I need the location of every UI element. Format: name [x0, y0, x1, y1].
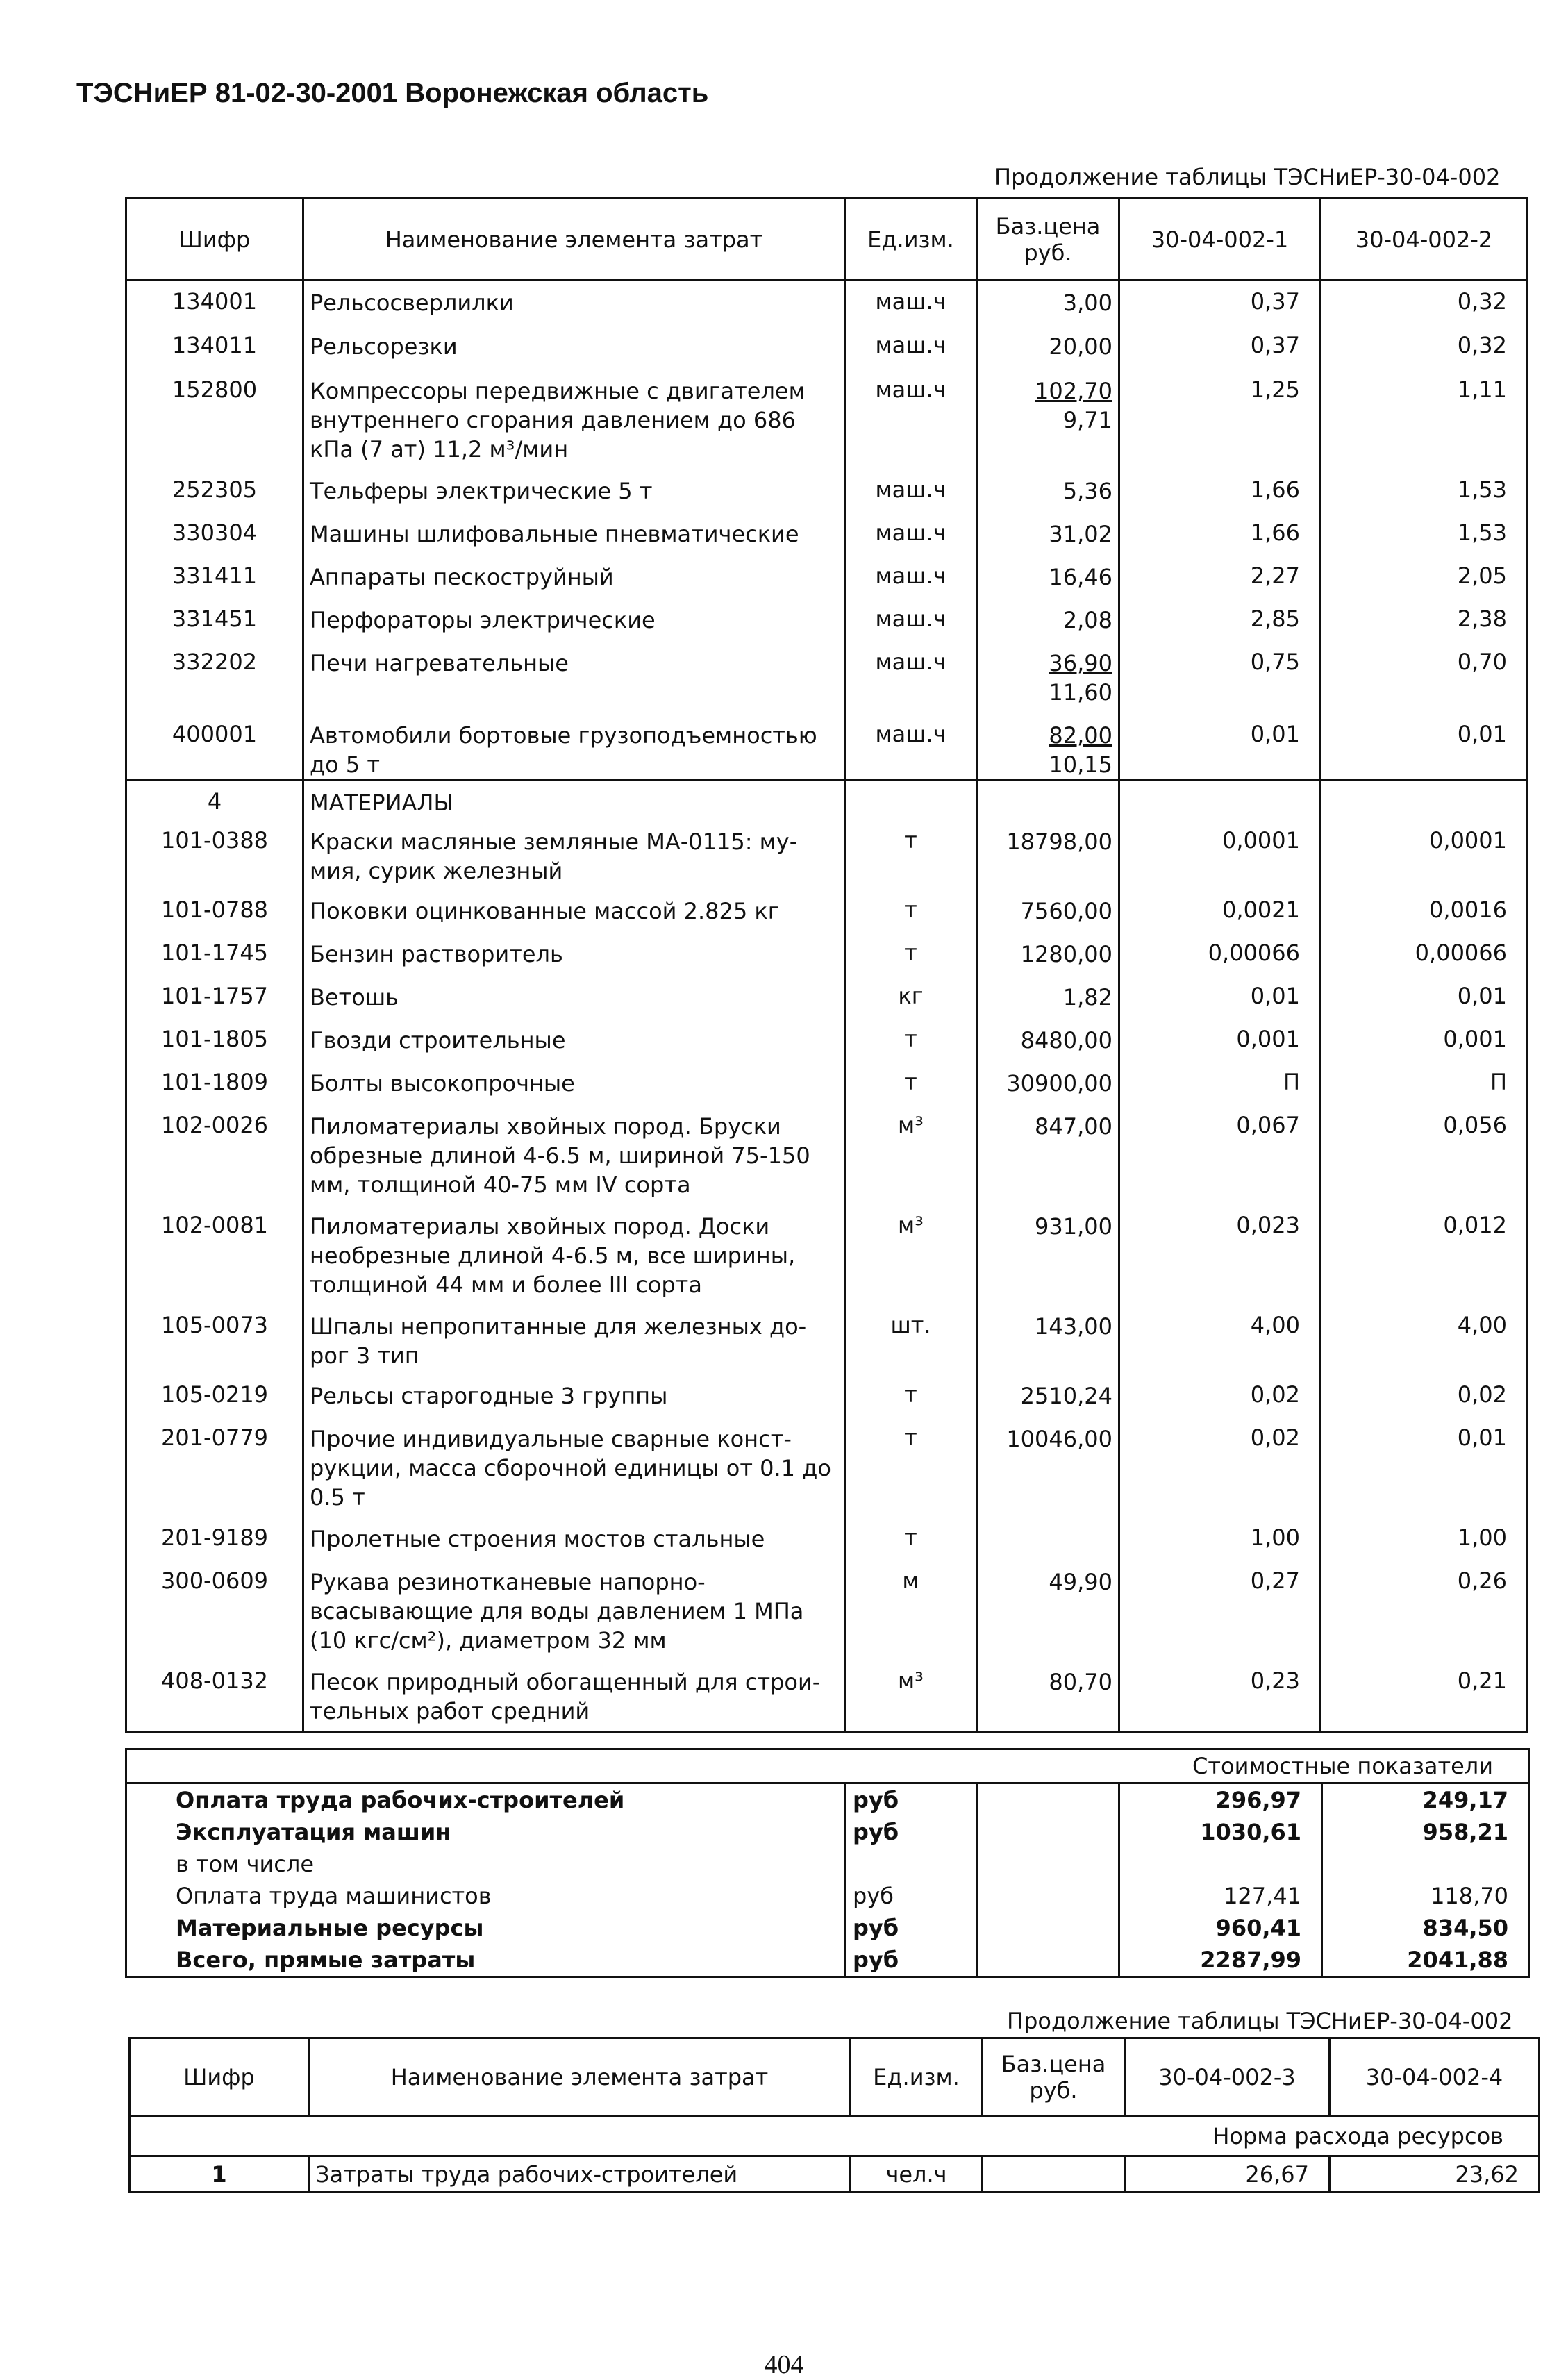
table-row	[126, 1374, 1528, 1417]
code-cell: 101-0388	[126, 820, 303, 890]
unit-cell: т	[845, 1374, 977, 1417]
price-cell: 847,00	[977, 1105, 1119, 1205]
table-row	[126, 281, 1528, 325]
table-row	[126, 556, 1528, 599]
price-cell: 3,00	[977, 281, 1119, 325]
norm-1-cell: 2,27	[1119, 556, 1321, 599]
price-cell	[977, 369, 1119, 469]
name-cell: Гвозди строительные	[303, 1019, 845, 1062]
table-row	[126, 1019, 1528, 1062]
code-cell: 152800	[126, 369, 303, 469]
table-row	[126, 714, 1528, 781]
cost-unit: руб	[845, 1944, 977, 1977]
code-cell: 332202	[126, 642, 303, 714]
table2-norm-row	[130, 2116, 1540, 2156]
empty-cell	[977, 780, 1119, 820]
base-price: 82,00	[1049, 722, 1112, 749]
unit-cell: маш.ч	[845, 642, 977, 714]
price-cell: 2510,24	[977, 1374, 1119, 1417]
empty-cell	[977, 1944, 1119, 1977]
price-cell: 80,70	[977, 1661, 1119, 1731]
code-cell: 300-0609	[126, 1561, 303, 1661]
cost-header: Стоимостные показатели	[1119, 1749, 1529, 1783]
section-title: МАТЕРИАЛЫ	[303, 780, 845, 820]
col-header-norm-1: 30-04-002-1	[1119, 199, 1321, 281]
norm-1-cell: 0,01	[1119, 714, 1321, 781]
unit-cell: т	[845, 1417, 977, 1517]
norm-2-cell: 0,00066	[1321, 933, 1528, 976]
price-cell: 8480,00	[977, 1019, 1119, 1062]
cost-unit: руб	[845, 1912, 977, 1944]
unit-cell: т	[845, 1517, 977, 1561]
cost-value-1: 127,41	[1119, 1880, 1322, 1912]
code-cell: 408-0132	[126, 1661, 303, 1731]
resource-table	[125, 197, 1528, 1733]
price-cell: 31,02	[977, 513, 1119, 556]
norm-1-cell: 2,85	[1119, 599, 1321, 642]
norm-2-cell: 0,056	[1321, 1105, 1528, 1205]
t2-col-header-norm-3: 30-04-002-3	[1125, 2038, 1330, 2116]
cost-label: в том числе	[126, 1848, 845, 1880]
norm-1-cell: 1,66	[1119, 513, 1321, 556]
page-title: ТЭСНиЕР 81-02-30-2001 Воронежская область	[76, 78, 709, 108]
table2-continuation-label: Продолжение таблицы ТЭСНиЕР-30-04-002	[1007, 2008, 1513, 2034]
cost-value-2: 118,70	[1322, 1880, 1529, 1912]
name-cell: Тельферы электрические 5 т	[303, 469, 845, 513]
norm-header: Норма расхода ресурсов	[1125, 2116, 1540, 2156]
price-cell: 7560,00	[977, 890, 1119, 933]
name-cell: Ветошь	[303, 976, 845, 1019]
cost-unit: руб	[845, 1880, 977, 1912]
empty-cell	[845, 780, 977, 820]
cost-row	[126, 1848, 1529, 1880]
norm-2-cell: 1,53	[1321, 469, 1528, 513]
unit-cell: т	[845, 933, 977, 976]
empty-cell	[1321, 780, 1528, 820]
code-cell: 101-1805	[126, 1019, 303, 1062]
table2-header-row	[130, 2038, 1540, 2116]
table-row	[126, 599, 1528, 642]
table-row	[126, 820, 1528, 890]
norm-1-cell: П	[1119, 1062, 1321, 1105]
code-cell: 400001	[126, 714, 303, 781]
norm-2-cell: 0,012	[1321, 1205, 1528, 1305]
price-cell: 1,82	[977, 976, 1119, 1019]
price-cell: 143,00	[977, 1305, 1119, 1374]
unit-cell: кг	[845, 976, 977, 1019]
norm-2-cell: 1,53	[1321, 513, 1528, 556]
table-row	[126, 1105, 1528, 1205]
cost-value-2: 834,50	[1322, 1912, 1529, 1944]
code-cell: 331411	[126, 556, 303, 599]
cost-value-2: 2041,88	[1322, 1944, 1529, 1977]
unit-cell: шт.	[845, 1305, 977, 1374]
empty-cell	[1119, 780, 1321, 820]
name-cell: Печи нагревательные	[303, 642, 845, 714]
norm-2-cell: 0,32	[1321, 281, 1528, 325]
norm-2-cell: 0,0016	[1321, 890, 1528, 933]
t2-price-cell	[983, 2156, 1125, 2192]
table-row	[126, 1062, 1528, 1105]
cost-label: Всего, прямые затраты	[126, 1944, 845, 1977]
norm-2-cell: 0,01	[1321, 976, 1528, 1019]
unit-cell: маш.ч	[845, 714, 977, 781]
cost-value-1: 960,41	[1119, 1912, 1322, 1944]
cost-label: Оплата труда рабочих-строителей	[126, 1783, 845, 1817]
t2-unit-cell: чел.ч	[851, 2156, 983, 2192]
name-cell: Пролетные строения мостов стальные	[303, 1517, 845, 1561]
name-cell: Песок природный обогащенный для строи-тельных работ средний	[303, 1661, 845, 1731]
name-cell: Аппараты пескоструйный	[303, 556, 845, 599]
price-cell: 18798,00	[977, 820, 1119, 890]
code-cell: 102-0081	[126, 1205, 303, 1305]
cost-row	[126, 1816, 1529, 1848]
norm-2-cell: 0,70	[1321, 642, 1528, 714]
norm-2-cell: 0,001	[1321, 1019, 1528, 1062]
unit-cell: м³	[845, 1205, 977, 1305]
cost-value-2: 958,21	[1322, 1816, 1529, 1848]
cost-value-1: 1030,61	[1119, 1816, 1322, 1848]
cost-label: Материальные ресурсы	[126, 1912, 845, 1944]
unit-cell: маш.ч	[845, 325, 977, 369]
empty-cell	[977, 1848, 1119, 1880]
cost-row	[126, 1912, 1529, 1944]
norm-1-cell: 0,00066	[1119, 933, 1321, 976]
t2-norm-4-cell: 23,62	[1330, 2156, 1540, 2192]
norm-2-cell: 2,38	[1321, 599, 1528, 642]
t2-norm-3-cell: 26,67	[1125, 2156, 1330, 2192]
cost-row	[126, 1880, 1529, 1912]
code-cell: 105-0073	[126, 1305, 303, 1374]
price-cell	[977, 642, 1119, 714]
norm-1-cell: 0,01	[1119, 976, 1321, 1019]
unit-cell: маш.ч	[845, 281, 977, 325]
norm-2-cell: 1,11	[1321, 369, 1528, 469]
norm-1-cell: 0,02	[1119, 1417, 1321, 1517]
t2-col-header-price: Баз.цена руб.	[983, 2038, 1125, 2116]
base-price: 102,70	[1035, 377, 1112, 404]
name-cell: Рельсосверлилки	[303, 281, 845, 325]
price-cell	[977, 1517, 1119, 1561]
name-cell: Прочие индивидуальные сварные конст-рукции, масса сборочной единицы от 0.1 до 0.5 т	[303, 1417, 845, 1517]
code-cell: 101-0788	[126, 890, 303, 933]
table-row	[126, 469, 1528, 513]
table-row	[126, 325, 1528, 369]
cost-row	[126, 1944, 1529, 1977]
name-cell: Болты высокопрочные	[303, 1062, 845, 1105]
code-cell: 105-0219	[126, 1374, 303, 1417]
col-header-code: Шифр	[126, 199, 303, 281]
cost-value-1: 296,97	[1119, 1783, 1322, 1817]
price-cell: 10046,00	[977, 1417, 1119, 1517]
price-cell: 1280,00	[977, 933, 1119, 976]
norm-1-cell: 0,001	[1119, 1019, 1321, 1062]
name-cell: Автомобили бортовые грузоподъемностью до 5 т	[303, 714, 845, 781]
unit-cell: т	[845, 1062, 977, 1105]
norm-2-cell: 0,26	[1321, 1561, 1528, 1661]
code-cell: 134011	[126, 325, 303, 369]
norm-1-cell: 0,75	[1119, 642, 1321, 714]
col-header-unit: Ед.изм.	[845, 199, 977, 281]
price-cell: 2,08	[977, 599, 1119, 642]
price-cell: 20,00	[977, 325, 1119, 369]
table-row	[126, 1561, 1528, 1661]
section-row	[126, 780, 1528, 820]
code-cell: 101-1757	[126, 976, 303, 1019]
norm-1-cell: 0,067	[1119, 1105, 1321, 1205]
norm-1-cell: 0,37	[1119, 325, 1321, 369]
norm-2-cell: 0,32	[1321, 325, 1528, 369]
price-cell: 5,36	[977, 469, 1119, 513]
empty-cell	[977, 1783, 1119, 1817]
name-cell: Компрессоры передвижные с двигателем внутреннего сгорания давлением до 686 кПа (7 ат) 11,2 м³/мин	[303, 369, 845, 469]
price-cell: 16,46	[977, 556, 1119, 599]
norm-1-cell: 1,25	[1119, 369, 1321, 469]
cost-value-2: 249,17	[1322, 1783, 1529, 1817]
code-cell: 101-1745	[126, 933, 303, 976]
empty-cell	[977, 1912, 1119, 1944]
name-cell: Перфораторы электрические	[303, 599, 845, 642]
name-cell: Рукава резинотканевые напорно-всасывающие для воды давлением 1 МПа (10 кгс/см²), диаметром 32 мм	[303, 1561, 845, 1661]
base-price: 36,90	[1049, 649, 1112, 676]
col-header-name: Наименование элемента затрат	[303, 199, 845, 281]
table2-row	[130, 2156, 1540, 2192]
norm-2-cell: 0,21	[1321, 1661, 1528, 1731]
table-row	[126, 1517, 1528, 1561]
cost-value-1	[1119, 1848, 1322, 1880]
norm-2-cell: 0,0001	[1321, 820, 1528, 890]
col-header-price: Баз.цена руб.	[977, 199, 1119, 281]
t2-col-header-code: Шифр	[130, 2038, 309, 2116]
table-row	[126, 976, 1528, 1019]
price-cell: 931,00	[977, 1205, 1119, 1305]
unit-cell: т	[845, 1019, 977, 1062]
price-cell: 30900,00	[977, 1062, 1119, 1105]
t2-code-cell: 1	[130, 2156, 309, 2192]
code-cell: 102-0026	[126, 1105, 303, 1205]
col-header-norm-2: 30-04-002-2	[1321, 199, 1528, 281]
cost-header-row	[126, 1749, 1529, 1783]
unit-cell: маш.ч	[845, 469, 977, 513]
norm-2-cell: 0,01	[1321, 714, 1528, 781]
empty-cell	[977, 1880, 1119, 1912]
unit-cell: маш.ч	[845, 369, 977, 469]
norm-2-cell: 2,05	[1321, 556, 1528, 599]
code-cell: 331451	[126, 599, 303, 642]
norm-1-cell: 0,23	[1119, 1661, 1321, 1731]
table-row	[126, 890, 1528, 933]
code-cell: 101-1809	[126, 1062, 303, 1105]
norm-1-cell: 0,37	[1119, 281, 1321, 325]
table-continuation-label: Продолжение таблицы ТЭСНиЕР-30-04-002	[994, 164, 1501, 190]
norm-2-cell: 4,00	[1321, 1305, 1528, 1374]
norm-1-cell: 0,0021	[1119, 890, 1321, 933]
price-cell	[977, 714, 1119, 781]
norm-1-cell: 0,023	[1119, 1205, 1321, 1305]
name-cell: Рельсорезки	[303, 325, 845, 369]
norm-1-cell: 0,0001	[1119, 820, 1321, 890]
unit-cell: маш.ч	[845, 513, 977, 556]
unit-cell: м³	[845, 1105, 977, 1205]
name-cell: Пиломатериалы хвойных пород. Доски необрезные длиной 4-6.5 м, все ширины, толщиной 44 мм и более III сорта	[303, 1205, 845, 1305]
table-row	[126, 933, 1528, 976]
unit-cell: маш.ч	[845, 556, 977, 599]
operator-wage: 11,60	[1049, 679, 1112, 706]
code-cell: 201-9189	[126, 1517, 303, 1561]
name-cell: Шпалы непропитанные для железных до-рог 3 тип	[303, 1305, 845, 1374]
t2-col-header-name: Наименование элемента затрат	[309, 2038, 851, 2116]
cost-value-2	[1322, 1848, 1529, 1880]
t2-col-header-norm-4: 30-04-002-4	[1330, 2038, 1540, 2116]
norm-2-cell: 0,01	[1321, 1417, 1528, 1517]
name-cell: Краски масляные земляные МА-0115: му-мия, сурик железный	[303, 820, 845, 890]
unit-cell: т	[845, 890, 977, 933]
unit-cell: т	[845, 820, 977, 890]
code-cell: 201-0779	[126, 1417, 303, 1517]
cost-row	[126, 1783, 1529, 1817]
cost-summary-table	[125, 1748, 1530, 1978]
t2-name-cell: Затраты труда рабочих-строителей	[309, 2156, 851, 2192]
norm-2-cell: 0,02	[1321, 1374, 1528, 1417]
unit-cell: м	[845, 1561, 977, 1661]
norm-1-cell: 0,27	[1119, 1561, 1321, 1661]
table-row	[126, 369, 1528, 469]
table-row	[126, 513, 1528, 556]
unit-cell: м³	[845, 1661, 977, 1731]
cost-unit: руб	[845, 1816, 977, 1848]
page-number: 404	[764, 2350, 804, 2379]
cost-label: Оплата труда машинистов	[126, 1880, 845, 1912]
table-header-row	[126, 199, 1528, 281]
name-cell: Машины шлифовальные пневматические	[303, 513, 845, 556]
norm-2-cell: П	[1321, 1062, 1528, 1105]
name-cell: Поковки оцинкованные массой 2.825 кг	[303, 890, 845, 933]
norm-2-cell: 1,00	[1321, 1517, 1528, 1561]
table-row	[126, 642, 1528, 714]
operator-wage: 10,15	[1049, 751, 1112, 778]
name-cell: Рельсы старогодные 3 группы	[303, 1374, 845, 1417]
price-cell: 49,90	[977, 1561, 1119, 1661]
norm-1-cell: 0,02	[1119, 1374, 1321, 1417]
table-row	[126, 1417, 1528, 1517]
table-row	[126, 1305, 1528, 1374]
norm-1-cell: 4,00	[1119, 1305, 1321, 1374]
norm-1-cell: 1,00	[1119, 1517, 1321, 1561]
table-row	[126, 1661, 1528, 1731]
norm-1-cell: 1,66	[1119, 469, 1321, 513]
t2-col-header-unit: Ед.изм.	[851, 2038, 983, 2116]
operator-wage: 9,71	[1062, 406, 1112, 433]
cost-unit	[845, 1848, 977, 1880]
code-cell: 330304	[126, 513, 303, 556]
section-number: 4	[126, 780, 303, 820]
name-cell: Бензин растворитель	[303, 933, 845, 976]
code-cell: 134001	[126, 281, 303, 325]
empty-cell	[977, 1816, 1119, 1848]
resource-table-2	[128, 2037, 1540, 2193]
cost-label: Эксплуатация машин	[126, 1816, 845, 1848]
table-body	[126, 281, 1528, 1732]
cost-unit: руб	[845, 1783, 977, 1817]
table-row	[126, 1205, 1528, 1305]
cost-value-1: 2287,99	[1119, 1944, 1322, 1977]
unit-cell: маш.ч	[845, 599, 977, 642]
code-cell: 252305	[126, 469, 303, 513]
name-cell: Пиломатериалы хвойных пород. Бруски обрезные длиной 4-6.5 м, шириной 75-150 мм, толщиной 40-75 мм IV сорта	[303, 1105, 845, 1205]
